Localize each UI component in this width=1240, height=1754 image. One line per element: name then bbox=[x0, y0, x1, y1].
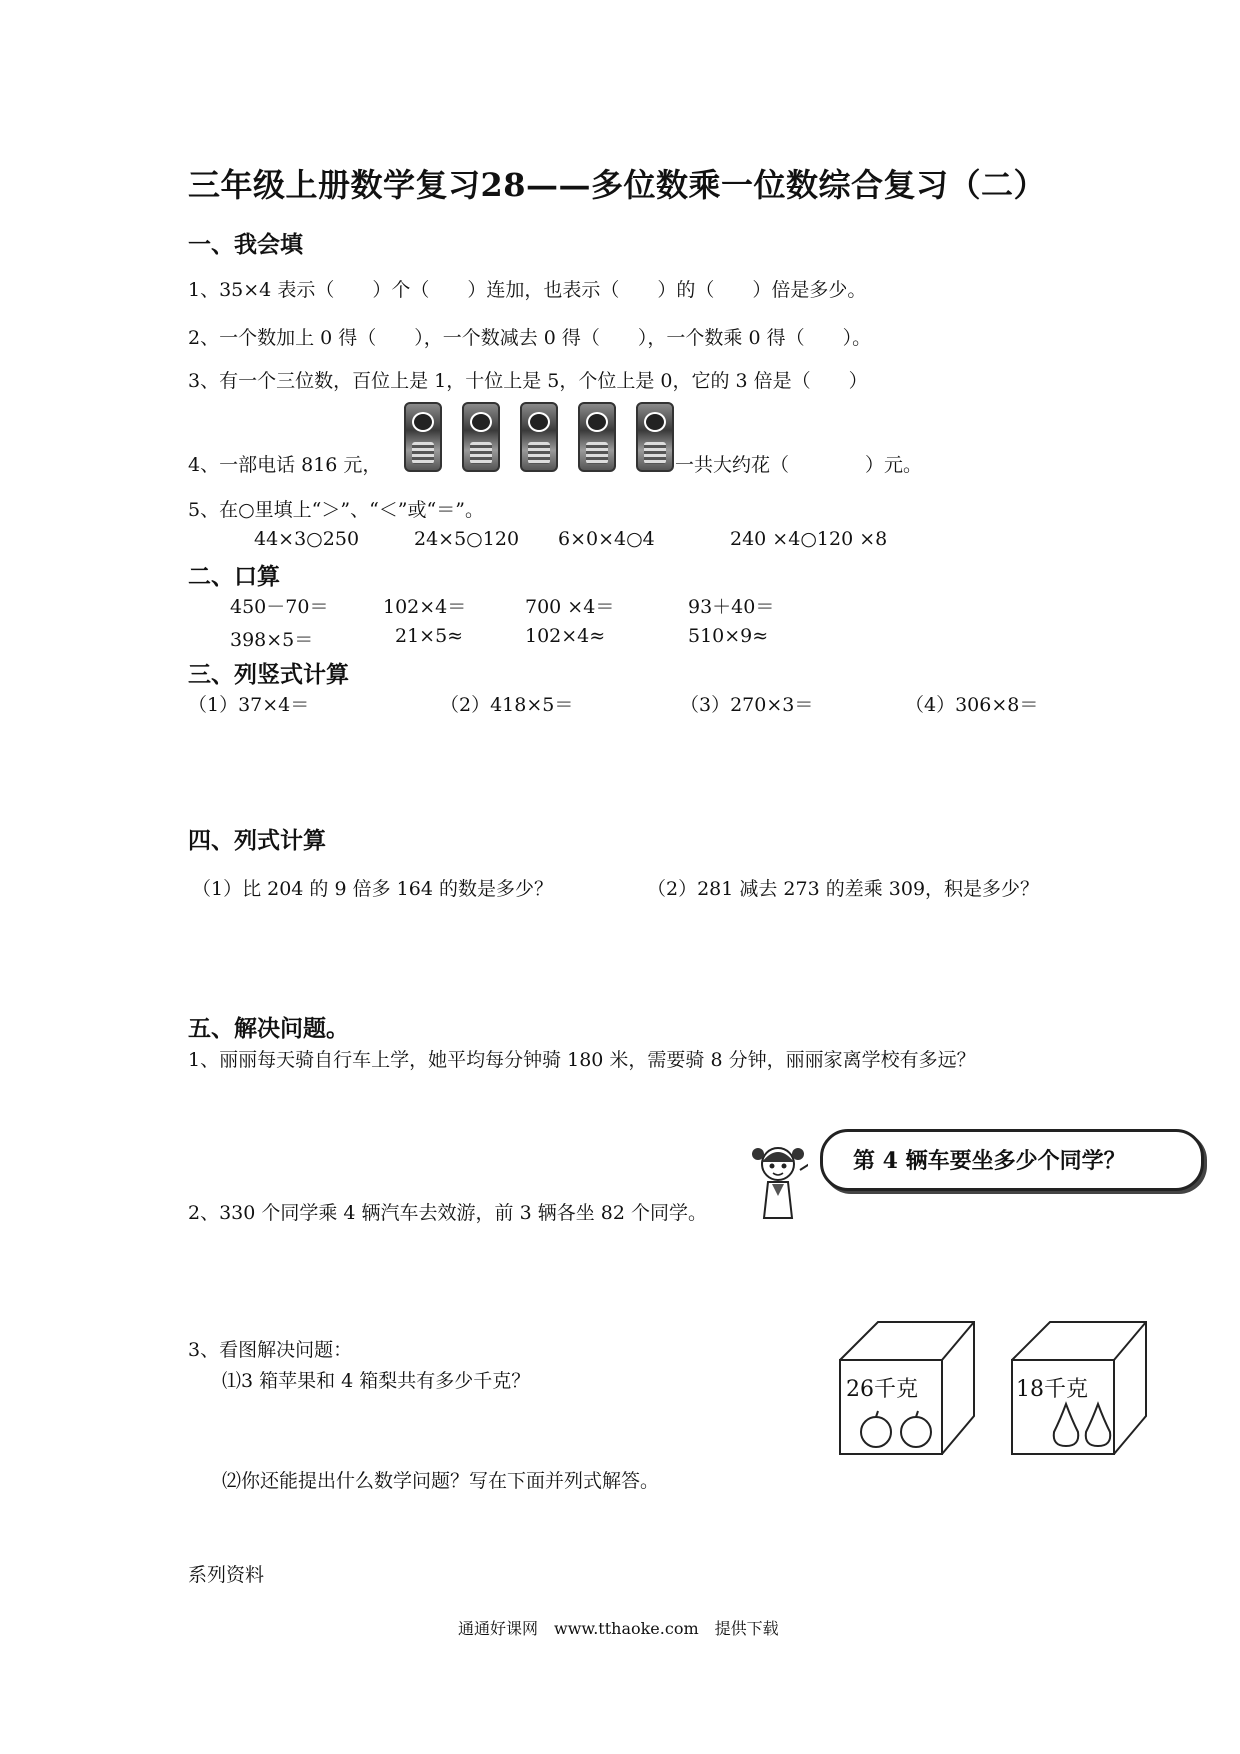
mental-item: 93＋40＝ bbox=[688, 596, 775, 618]
vertical-item: （1）37×4＝ bbox=[188, 694, 310, 716]
mental-item: 398×5＝ bbox=[230, 629, 314, 651]
phone-icon bbox=[404, 402, 442, 472]
mental-item: 510×9≈ bbox=[688, 625, 769, 647]
section-heading-1: 一、我会填 bbox=[188, 232, 303, 258]
phone-icon bbox=[636, 402, 674, 472]
fill-question-3: 3、有一个三位数，百位上是 1，十位上是 5，个位上是 0，它的 3 倍是（ ） bbox=[188, 370, 868, 392]
vertical-item: （4）306×8＝ bbox=[905, 694, 1039, 716]
apple-icon bbox=[858, 1410, 938, 1450]
formula-problem-1: （1）比 204 的 9 倍多 164 的数是多少？ bbox=[192, 878, 553, 900]
vertical-item: （2）418×5＝ bbox=[440, 694, 574, 716]
phone-icon bbox=[462, 402, 500, 472]
phone-icon bbox=[520, 402, 558, 472]
fill-question-4-left: 4、一部电话 816 元， bbox=[188, 454, 382, 476]
girl-icon bbox=[748, 1140, 808, 1220]
speech-bubble-text: 第 4 辆车要坐多少个同学？ bbox=[853, 1148, 1126, 1174]
compare-item: 24×5○120 bbox=[414, 528, 520, 550]
fill-question-4-right: 一共大约花（ ）元。 bbox=[675, 454, 923, 476]
section-heading-5: 五、解决问题。 bbox=[188, 1016, 349, 1042]
section-heading-2: 二、口算 bbox=[188, 564, 280, 590]
word-problem-1: 1、丽丽每天骑自行车上学，她平均每分钟骑 180 米，需要骑 8 分钟，丽丽家离学校有多远？ bbox=[188, 1049, 976, 1071]
formula-problem-2: （2）281 减去 273 的差乘 309，积是多少？ bbox=[647, 878, 1040, 900]
pear-box-label: 18千克 bbox=[1016, 1377, 1088, 1402]
fill-question-1: 1、35×4 表示（ ）个（ ）连加，也表示（ ）的（ ）倍是多少。 bbox=[188, 279, 867, 301]
word-problem-2: 2、330 个同学乘 4 辆汽车去效游，前 3 辆各坐 82 个同学。 bbox=[188, 1202, 707, 1224]
vertical-item: （3）270×3＝ bbox=[680, 694, 814, 716]
word-problem-3: 3、看图解决问题： bbox=[188, 1339, 353, 1361]
section-heading-4: 四、列式计算 bbox=[188, 828, 326, 854]
fill-question-2: 2、一个数加上 0 得（ ），一个数减去 0 得（ ），一个数乘 0 得（ ）。 bbox=[188, 327, 872, 349]
compare-item: 240 ×4○120 ×8 bbox=[730, 528, 888, 550]
phone-icon bbox=[578, 402, 616, 472]
compare-item: 6×0×4○4 bbox=[558, 528, 655, 550]
series-label: 系列资料 bbox=[188, 1564, 265, 1586]
mental-item: 102×4≈ bbox=[525, 625, 606, 647]
page-title: 三年级上册数学复习28——多位数乘一位数综合复习（二） bbox=[188, 166, 1047, 204]
mental-item: 102×4＝ bbox=[383, 596, 467, 618]
phones-group bbox=[404, 402, 674, 472]
section-heading-3: 三、列竖式计算 bbox=[188, 662, 349, 688]
mental-item: 21×5≈ bbox=[395, 625, 464, 647]
word-problem-3b: ⑵你还能提出什么数学问题？写在下面并列式解答。 bbox=[222, 1470, 660, 1492]
fill-question-5: 5、在○里填上“＞”、“＜”或“＝”。 bbox=[188, 499, 484, 521]
word-problem-3a: ⑴3 箱苹果和 4 箱梨共有多少千克？ bbox=[222, 1370, 531, 1392]
pear-icon bbox=[1048, 1400, 1118, 1450]
apple-box-label: 26千克 bbox=[846, 1377, 918, 1402]
compare-item: 44×3○250 bbox=[254, 528, 360, 550]
footer-text: 通通好课网 www.tthaoke.com 提供下载 bbox=[458, 1619, 779, 1638]
mental-item: 450－70＝ bbox=[230, 596, 329, 618]
mental-item: 700 ×4＝ bbox=[525, 596, 615, 618]
